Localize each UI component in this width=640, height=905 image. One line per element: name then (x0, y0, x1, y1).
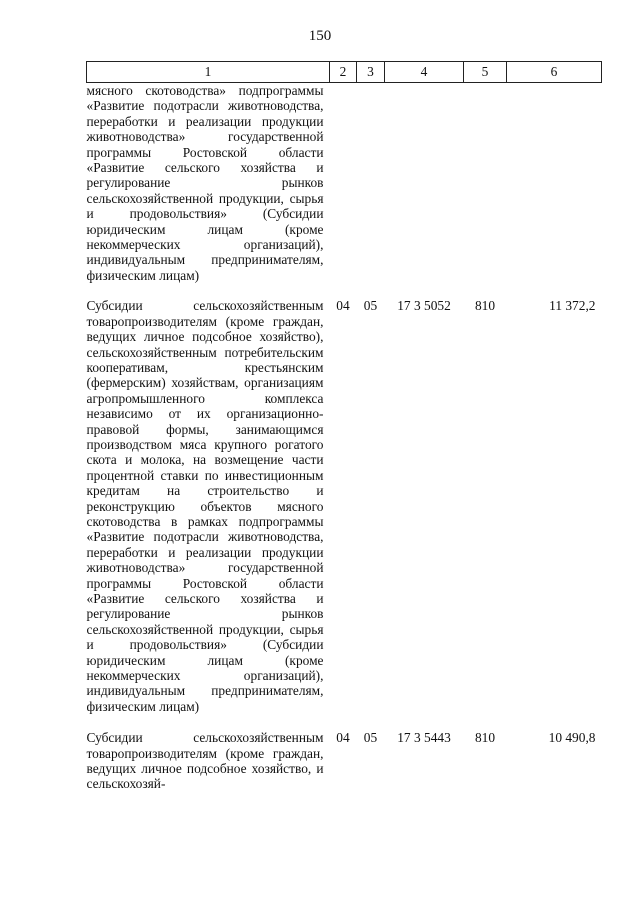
column-header-5: 5 (464, 62, 507, 83)
row-subsection (357, 83, 385, 299)
row-expense-type (464, 83, 507, 299)
table-row (87, 730, 602, 792)
row-description: Субсидии сельскохозяйственным товаропроизводителям (кроме граждан, ведущих личное подсобное хозяйство, и сельскохозяй- (86, 730, 324, 792)
row-target-code (385, 83, 464, 299)
table-row (87, 298, 602, 730)
row-expense-type: 810 (474, 298, 496, 314)
row-target-code: 17 3 5052 (397, 298, 451, 314)
row-description: Субсидии сельскохозяйственным товаропроизводителям (кроме граждан, ведущих личное подсобное хозяйство), сельскохозяйственным потребительским кооперативам, крестьянским (фермерским) хозяйствам, организациям агропромышленного комплекса независимо от их организационно-правовой формы, занимающимся производством мяса крупного рогатого скота и молока, на возмещение части процентной ставки по инвестиционным кредитам на строительство и реконструкцию объектов мясного скотоводства в рамках подпрограммы «Развитие подотрасли животноводства, переработки и реализации продукции животноводства» государственной программы Ростовской области «Развитие сельского хозяйства и регулирование рынков сельскохозяйственной продукции, сырья и продовольствия» (Субсидии юридическим лицам (кроме некоммерческих организаций), индивидуальным предпринимателям, физическим лицам) (86, 298, 324, 714)
column-header-6: 6 (507, 62, 602, 83)
row-target-code: 17 3 5443 (397, 730, 451, 746)
row-amount: 11 372,2 (549, 298, 596, 314)
row-subsection: 05 (363, 730, 378, 746)
row-amount (507, 83, 602, 299)
row-section (330, 83, 357, 299)
row-section: 04 (336, 298, 350, 314)
row-amount: 10 490,8 (548, 730, 596, 746)
row-subsection: 05 (363, 298, 378, 314)
column-header-1: 1 (87, 62, 330, 83)
page-number: 150 (308, 28, 332, 44)
row-expense-type: 810 (474, 730, 496, 746)
column-header-4: 4 (385, 62, 464, 83)
table-header-row (87, 62, 602, 83)
column-header-3: 3 (357, 62, 385, 83)
row-section: 04 (336, 730, 350, 746)
column-header-2: 2 (330, 62, 357, 83)
table-row (87, 83, 602, 299)
row-description: мясного скотоводства» подпрограммы «Развитие подотрасли животноводства, переработки и реализации продукции животноводства» государственной программы Ростовской области «Развитие сельского хозяйства и регулирование рынков сельскохозяйственной продукции, сырья и продовольствия» (Субсидии юридическим лицам (кроме некоммерческих организаций), индивидуальным предпринимателям, физическим лицам) (86, 83, 324, 283)
budget-table (86, 61, 602, 792)
